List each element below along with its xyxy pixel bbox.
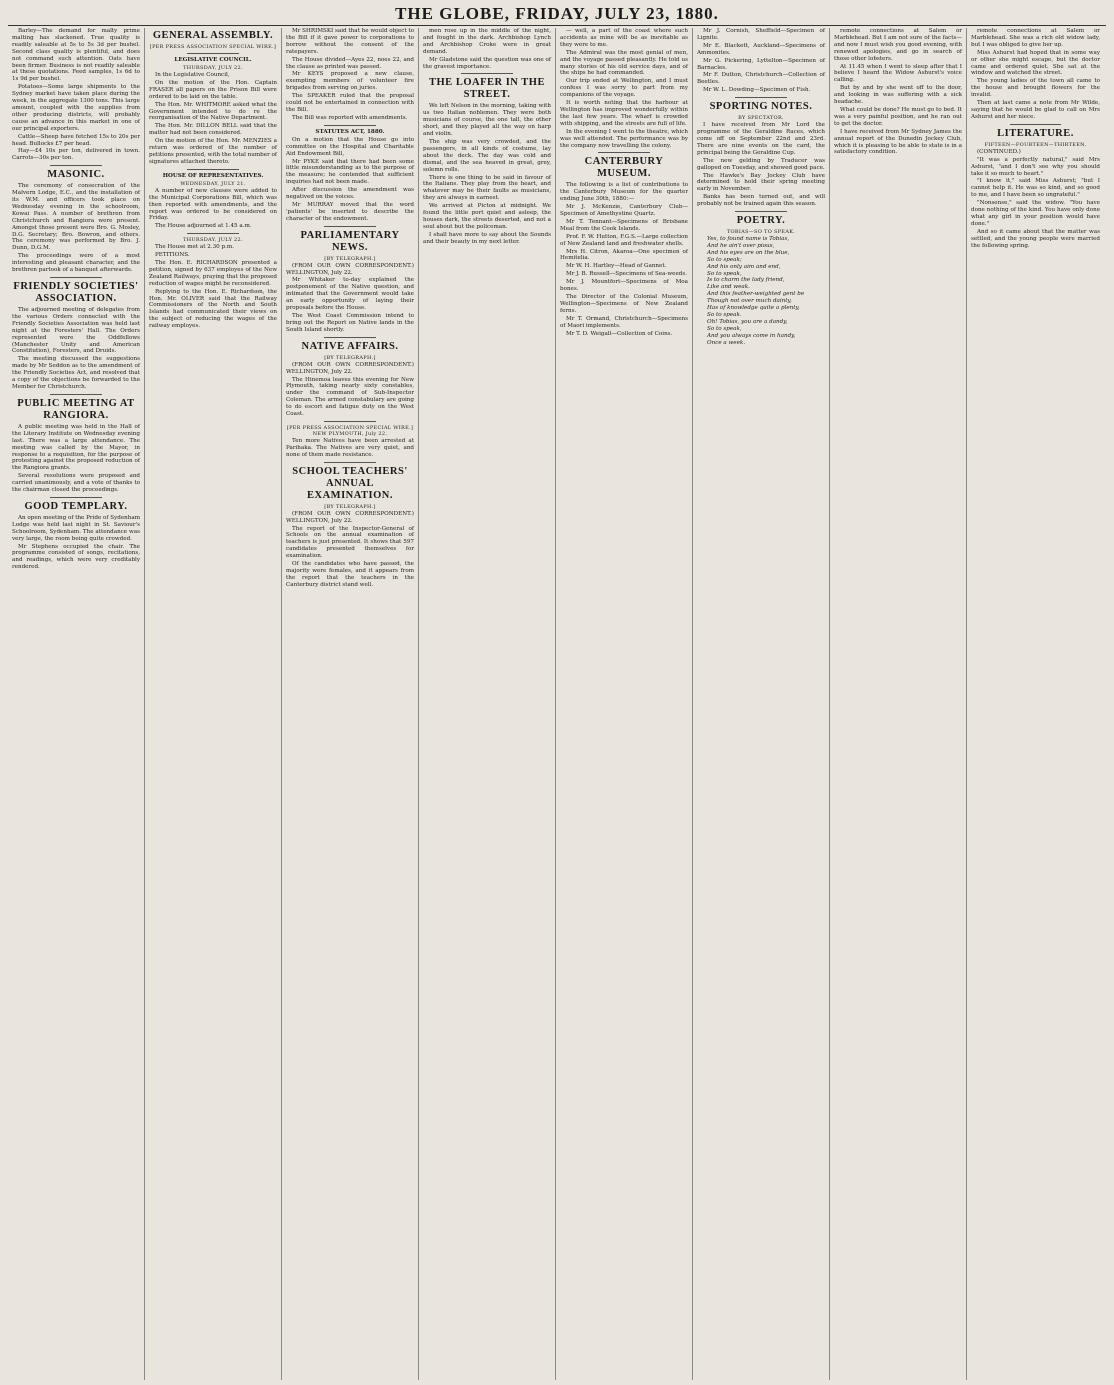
paragraph: I shall have more to say about the Sounds and their beauty in my next letter. <box>423 231 551 245</box>
paragraph: We arrived at Picton at midnight. We found the little port quiet and asleep, the houses dark, the streets deserted, and not a soul about but the policeman. <box>423 203 551 230</box>
section-divider <box>598 152 649 153</box>
paragraph: Mr Stephens occupied the chair. The programme consisted of songs, recitations, and readings, which were very creditably rendered. <box>12 543 140 571</box>
masthead-rule <box>8 25 1106 26</box>
column-6 <box>693 28 830 1380</box>
paragraph: Mr Whitaker to-day explained the postponement of the Native question, and intimated that the Government would take an early opportunity of laying their proposals before the House. <box>286 277 414 312</box>
dateline: WEDNESDAY, JULY 21. <box>180 180 246 187</box>
paragraph: We left Nelson in the morning, taking with us two Italian noblemen. They were both musicians of course, the one tall, the other short, and they played all the way on harp and violin. <box>423 103 551 138</box>
paragraph: The SPEAKER ruled that the proposal could not be entertained in connection with the Bill. <box>286 93 414 113</box>
paragraph: Prof. F. W. Hutton, F.G.S.—Large collection of New Zealand land and freshwater shells. <box>560 233 688 247</box>
paragraph: — well, a part of the coast where such accidents as mine will be as inevitable as they were to me. <box>560 28 688 48</box>
article-heading: SPORTING NOTES. <box>709 101 813 113</box>
section-divider <box>187 233 238 234</box>
columns <box>8 28 1106 1380</box>
paragraph: Mrs H. Citron, Akaroa—One specimen of Hemitelia. <box>560 248 688 262</box>
column-4 <box>419 28 556 1380</box>
paragraph: Several resolutions were proposed and carried unanimously, and a vote of thanks to the chairman closed the proceedings. <box>12 473 140 494</box>
paragraph: The proceedings were of a most interesting and pleasant character, and the brethren partook of a banquet afterwards. <box>12 253 140 274</box>
article-heading: NATIVE AFFAIRS. <box>301 340 399 352</box>
paragraph: The young ladies of the town all came to the house and brought flowers for the invalid. <box>971 78 1100 99</box>
paragraph: Miss Ashurst had hoped that in some way or other she might escape, but the doctor came and ordered quiet. She sat at the window and watched the street. <box>971 49 1100 77</box>
paragraph: Banks has been turned out, and will probably not be trained again this season. <box>697 194 825 208</box>
paragraph: The House met at 2.30 p.m. <box>155 244 234 251</box>
section-divider <box>324 337 375 338</box>
article-heading: SCHOOL TEACHERS' ANNUAL EXAMINATION. <box>292 465 408 501</box>
paragraph: On a motion that the House go into committee on the Hospital and Charitable Aid Endowment Bill, <box>286 136 414 157</box>
paragraph: The Hon. Mr. WHITMORE asked what the Government intended to do re the reorganisation of the Native Department. <box>149 101 277 122</box>
column-7 <box>830 28 967 1380</box>
paragraph: Our trip ended at Wellington, and I must confess I was sorry to part from my companions of the voyage. <box>560 78 688 99</box>
article-heading: MASONIC. <box>47 169 105 181</box>
poem-line: Is to charm the lady friend, <box>707 277 785 284</box>
paragraph: remote connections at Salem or Marblehead. But I am not sure of the facts—and now I must wish you good evening, with renewed apologies, and go in search of those other lobsters. <box>834 28 962 62</box>
paragraph: Mr KEYS proposed a new clause, exempting members of volunteer fire brigades from serving on juries. <box>286 71 414 92</box>
paragraph: The new gelding by Traducer was galloped on Tuesday, and showed good pace. <box>697 157 825 171</box>
poem-line: Has of knowledge quite a plenty, <box>707 305 800 312</box>
paragraph: Cattle—Sheep have fetched 15s to 20s per head. Bullocks £7 per head. <box>12 133 140 147</box>
paragraph: "I know it," said Miss Ashurst; "but I cannot help it. He was so kind, and so good to me, and I have been so ungrateful." <box>971 178 1100 199</box>
paragraph: At 11.45 when I went to sleep after that I believe I heard the Widow Ashurst's voice calling. <box>834 63 962 84</box>
paragraph: I have received from Mr Sydney James the annual report of the Dunedin Jockey Club, which it is pleasing to be able to state is in a satisfactory condition. <box>834 128 962 156</box>
paragraph: The Hon. Mr. DILLON BELL said that the matter had not been considered. <box>149 123 277 137</box>
column-5 <box>556 28 693 1380</box>
article-heading: POETRY. <box>736 215 786 227</box>
masthead: THE GLOBE, FRIDAY, JULY 23, 1880. <box>395 4 719 23</box>
section-divider <box>735 97 786 98</box>
paragraph: The meeting discussed the suggestions made by Mr Seddon as to the amendment of the Friendly Societies Act, and resolved that a copy of the objections be forwarded to the Member for Christchurch. <box>12 356 140 390</box>
section-divider <box>461 73 512 74</box>
dateline: TOBIAS—SO TO SPEAK. <box>726 229 796 236</box>
poem-line: Oh! Tobias, you are a dandy, <box>707 318 788 325</box>
paragraph: "It was a perfectly natural," said Mrs Ashurst, "and I don't see why you should take it so much to heart." <box>971 156 1100 177</box>
paragraph: In the evening I went to the theatre, which was well attended. The performance was by the company now travelling the colony. <box>560 128 688 149</box>
paragraph: Mr T. Tennant—Specimens of Brisbane Meal from the Cook Islands. <box>560 218 688 232</box>
paragraph: An open meeting of the Pride of Sydenham Lodge was held last night in St. Saviour's Schoolroom, Sydenham. The attendance was very large, the room being quite crowded. <box>12 514 140 542</box>
column-3 <box>282 28 419 1380</box>
paragraph: On the motion of the Hon. Mr. MENZIES a return was ordered of the number of petitions presented, with the total number of signatures attached thereto. <box>149 138 277 165</box>
paragraph: Mr PYKE said that there had been some little misunderstanding as to the purpose of the measure; he contended that sufficient inquiries had not been made. <box>286 158 414 186</box>
paragraph: The House adjourned at 1.45 a.m. <box>155 223 252 230</box>
poem-line: And his eyes are on the blue, <box>707 249 790 256</box>
article-heading: GENERAL ASSEMBLY. <box>152 30 274 41</box>
poem-line: And his only aim and end, <box>707 263 781 270</box>
dateline: BY SPECTATOR. <box>738 115 784 122</box>
section-divider <box>324 226 375 227</box>
paragraph: Ten more Natives have been arrested at Parihaka. The Natives are very quiet, and none of them made resistance. <box>286 437 414 458</box>
paragraph: It is worth noting that the harbour at Wellington has improved wonderfully within the last few years. The wharf is crowded with shipping, and the streets are full of life. <box>560 100 688 127</box>
paragraph: Mr Gladstone said the question was one of the gravest importance. <box>423 56 551 70</box>
paragraph: Hay—£4 10s per ton, delivered in town. Carrots—30s per ton. <box>12 148 140 162</box>
paragraph: Mr J. Mountfort—Specimens of Moa bones. <box>560 279 688 293</box>
section-divider <box>50 277 101 278</box>
paragraph: Mr W. H. Hartley—Head of Gannet. <box>566 263 667 270</box>
poem-line: And you always come in handy, <box>707 332 796 339</box>
paragraph: The report of the Inspector-General of Schools on the annual examination of teachers is just presented. It shows that 597 candidates presented themselves for examination. <box>286 525 414 560</box>
paragraph: And so it came about that the matter was settled, and the young people were married the following spring. <box>971 228 1100 249</box>
section-divider <box>50 165 101 166</box>
paragraph: Potatoes—Some large shipments to the Sydney market have taken place during the week, in the aggregate 1300 tons. This large amount, coupled with the supplies from other producing districts, will probably cause an advance in this market in one of our principal exporters. <box>12 84 140 132</box>
paragraph: The Director of the Colonial Museum, Wellington—Specimens of New Zealand ferns. <box>560 294 688 314</box>
paragraph: The following is a list of contributions to the Canterbury Museum for the quarter ending June 30th, 1880:— <box>560 182 688 203</box>
paragraph: On the motion of the Hon. Captain FRASER all papers on the Prison Bill were ordered to be laid on the table. <box>149 79 277 100</box>
paragraph: (FROM OUR OWN CORRESPONDENT.) WELLINGTON, July 22. <box>286 361 414 375</box>
article-heading: THE LOAFER IN THE STREET. <box>429 77 545 101</box>
dateline: [BY TELEGRAPH.] <box>324 354 376 361</box>
section-subheading: LEGISLATIVE COUNCIL. <box>174 57 252 63</box>
paragraph: After discussion the amendment was negatived on the voices. <box>286 187 414 201</box>
section-subheading: STATUTES ACT, 1880. <box>315 128 385 135</box>
dateline: [PER PRESS ASSOCIATION SPECIAL WIRE.] <box>149 44 277 50</box>
dateline: [PER PRESS ASSOCIATION SPECIAL WIRE.] NEW PLYMOUTH, July 22. <box>286 424 414 437</box>
article-heading: LITERATURE. <box>997 127 1074 139</box>
dateline: THURSDAY, JULY 22. <box>183 65 243 71</box>
paragraph: A public meeting was held in the Hall of the Literary Institute on Wednesday evening last. There was a large attendance. The meeting was called by the Mayor, in response to a requisition, for the purpose of protesting against the proposed reduction of the Rangiora grants. <box>12 423 140 472</box>
paragraph: There is one thing to be said in favour of the Italians. They play from the heart, and whatever may be their faults as musicians, they are always in earnest. <box>423 174 551 202</box>
poem-line: So to speak; <box>707 256 742 263</box>
poem-line: And he ain't over pious, <box>707 242 775 249</box>
paragraph: The Bill was reported with amendments. <box>292 114 408 121</box>
paragraph: A number of new clauses were added to the Municipal Corporations Bill, which was then reported with amendments, and the report was ordered to be considered on Friday. <box>149 187 277 222</box>
paragraph: Mr G. Pickering, Lyttelton—Specimen of Barnacles. <box>697 57 825 71</box>
article-heading: PARLIAMENTARY NEWS. <box>300 229 400 253</box>
section-divider <box>187 53 238 54</box>
article-heading: CANTERBURY MUSEUM. <box>584 156 664 180</box>
paragraph: Mr J. McKenzie, Canterbury Club—Specimen of Amethystine Quartz. <box>560 204 688 218</box>
paragraph: PETITIONS. <box>155 252 190 259</box>
paragraph: Mr T. D. Weigall—Collection of Coins. <box>566 330 673 337</box>
article-heading: GOOD TEMPLARY. <box>24 500 128 512</box>
paragraph: Mr J. Cornish, Sheffield—Specimen of Lignite. <box>697 28 825 41</box>
poem-line: So to speak. <box>707 312 742 318</box>
section-divider <box>324 125 375 126</box>
paragraph: Barley—The demand for malty prime malting has slackened. True quality is readily saleable at 5s to 5s 3d per bushel. Second class quality is plentiful, and does not command such attention. Oats have been firmer. Business is not readily saleable at these quotations. Feed samples, 1s 6d to 1s 9d per bushel. <box>12 28 140 83</box>
section-divider <box>324 421 375 422</box>
poem-line: Like and weak. <box>707 284 750 291</box>
paragraph: "Nonsense," said the widow. "You have done nothing of the kind. You have only done what any girl in your position would have done." <box>971 200 1100 227</box>
poem-line: So to speak, <box>707 325 742 332</box>
section-divider <box>1010 124 1062 125</box>
paragraph: Of the candidates who have passed, the majority were females, and it appears from the report that the teachers in the Canterbury district stand well. <box>286 561 414 588</box>
paragraph: Mr E. Blackett, Auckland—Specimens of Ammonites. <box>697 42 825 56</box>
poem-line: Though not over much dainty, <box>707 298 792 305</box>
article-heading: FRIENDLY SOCIETIES' ASSOCIATION. <box>13 281 139 304</box>
dateline: FIFTEEN—FOURTEEN—THIRTEEN. <box>984 141 1087 148</box>
paragraph: The House divided—Ayes 22, noes 22, and the clause as printed was passed. <box>286 56 414 70</box>
poem-line: Once a week. <box>707 339 746 346</box>
dateline: THURSDAY, JULY 22. <box>183 237 243 244</box>
dateline: [BY TELEGRAPH.] <box>324 503 376 510</box>
column-8 <box>967 28 1104 1380</box>
paragraph: Mr F. Dutton, Christchurch—Collection of Beetles. <box>697 72 825 86</box>
section-divider <box>735 211 786 212</box>
paragraph: Mr W. L. Dowding—Specimen of Fish. <box>703 87 811 94</box>
section-divider <box>324 462 375 463</box>
dateline: [BY TELEGRAPH.] <box>324 255 376 262</box>
paragraph: (CONTINUED.) <box>977 148 1021 155</box>
poem-line: So to speak, <box>707 270 742 277</box>
paragraph: The Hinemoa leaves this evening for New Plymouth, taking nearly sixty constables, under the command of Sub-Inspector Coleman. The armed constabulary are going to do escort and fatigue duty on the West Coast. <box>286 376 414 418</box>
column-2 <box>145 28 282 1380</box>
paragraph: The adjourned meeting of delegates from the various Orders connected with the Friendly Societies Association was held last night at the Foresters' Hall. The Orders represented were the Oddfellows (Manchester Unity and American Constitution), Foresters, and Druids. <box>12 307 140 355</box>
paragraph: The West Coast Commission intend to bring out the Report on Native lands in the South Island shortly. <box>286 313 414 333</box>
poem <box>697 236 825 347</box>
poem-line: Yes, to found name is Tobias, <box>707 236 790 243</box>
paragraph: (FROM OUR OWN CORRESPONDENT.) WELLINGTON, July 22. <box>286 262 414 276</box>
section-divider <box>50 394 101 395</box>
paragraph: The Hon. E. RICHARDSON presented a petition, signed by 637 employes of the New Zealand Railways, praying that the proposed reduction of wages might be reconsidered. <box>149 260 277 287</box>
paragraph: Mr T. Ormand, Christchurch—Specimens of Maori implements. <box>560 315 688 329</box>
paragraph: Mr MURRAY moved that the word 'patients' be inserted to describe the character of the endowment. <box>286 201 414 222</box>
paragraph: men rose up in the middle of the night, and fought in the dark. Archbishop Lynch and Archbishop Croke were in great demand. <box>423 28 551 55</box>
paragraph: Then at last came a note from Mr Wilde, saying that he would be glad to call on Mrs Ashurst and her niece. <box>971 100 1100 120</box>
paragraph: But by and by she went off to the door, and looking in was suffering with a sick headache. <box>834 85 962 106</box>
paragraph: Mr SHRIMSKI said that he would object to the Bill if it gave power to corporations to borrow without the consent of the ratepayers. <box>286 28 414 55</box>
paragraph: The ceremony of consecration of the Malvern Lodge, E.C., and the installation of its W.M. and officers took place on Wednesday evening in the schoolroom, Kowai Pass. A number of brethren from Christchurch and Rangiora were present. Amongst those present were Bro. G. Mosley, D.G. Secretary; Bro. Bowron, and others. The ceremony was performed by Bro. J. Dunn, D.G.M. <box>12 183 140 252</box>
section-divider <box>50 497 101 498</box>
paragraph: In the Legislative Council, <box>155 72 230 78</box>
paragraph: What could be done? He must go to bed. It was a very painful position, and he ran out to get the doctor. <box>834 106 962 127</box>
section-divider <box>187 169 238 170</box>
column-1 <box>8 28 145 1380</box>
paragraph: Mr J. B. Russell—Specimens of Sea-weeds. <box>566 271 687 278</box>
paragraph: Replying to the Hon. E. Richardson, the Hon. Mr. OLIVER said that the Railway Commissioners of the North and South Islands had communicated their views on the subject of reducing the wages of the railway employes. <box>149 288 277 330</box>
poem-line: And this feather-weighted gent be <box>707 291 805 298</box>
paragraph: The Hawke's Bay Jockey Club have determined to hold their spring meeting early in November. <box>697 172 825 193</box>
paragraph: (FROM OUR OWN CORRESPONDENT.) WELLINGTON, July 22. <box>286 510 414 524</box>
section-subheading: HOUSE OF REPRESENTATIVES. <box>162 172 264 179</box>
paragraph: I have received from Mr Lord the programme of the Geraldine Races, which come off on September 22nd and 23rd. There are nine events on the card, the principal being the Geraldine Cup. <box>697 122 825 156</box>
paragraph: remote connections at Salem or Marblehead. She was a rich old widow lady, but I was obliged to give her up. <box>971 28 1100 48</box>
article-heading: PUBLIC MEETING AT RANGIORA. <box>17 397 135 421</box>
paragraph: The ship was very crowded, and the passengers, in all kinds of costume, lay about the deck. The day was cold and dismal, and the sea heaved in great, grey, solemn rolls. <box>423 138 551 173</box>
paragraph: The Admiral was the most genial of men, and the voyage passed pleasantly. He told us many stories of his old service days, and of the ships he had commanded. <box>560 49 688 77</box>
